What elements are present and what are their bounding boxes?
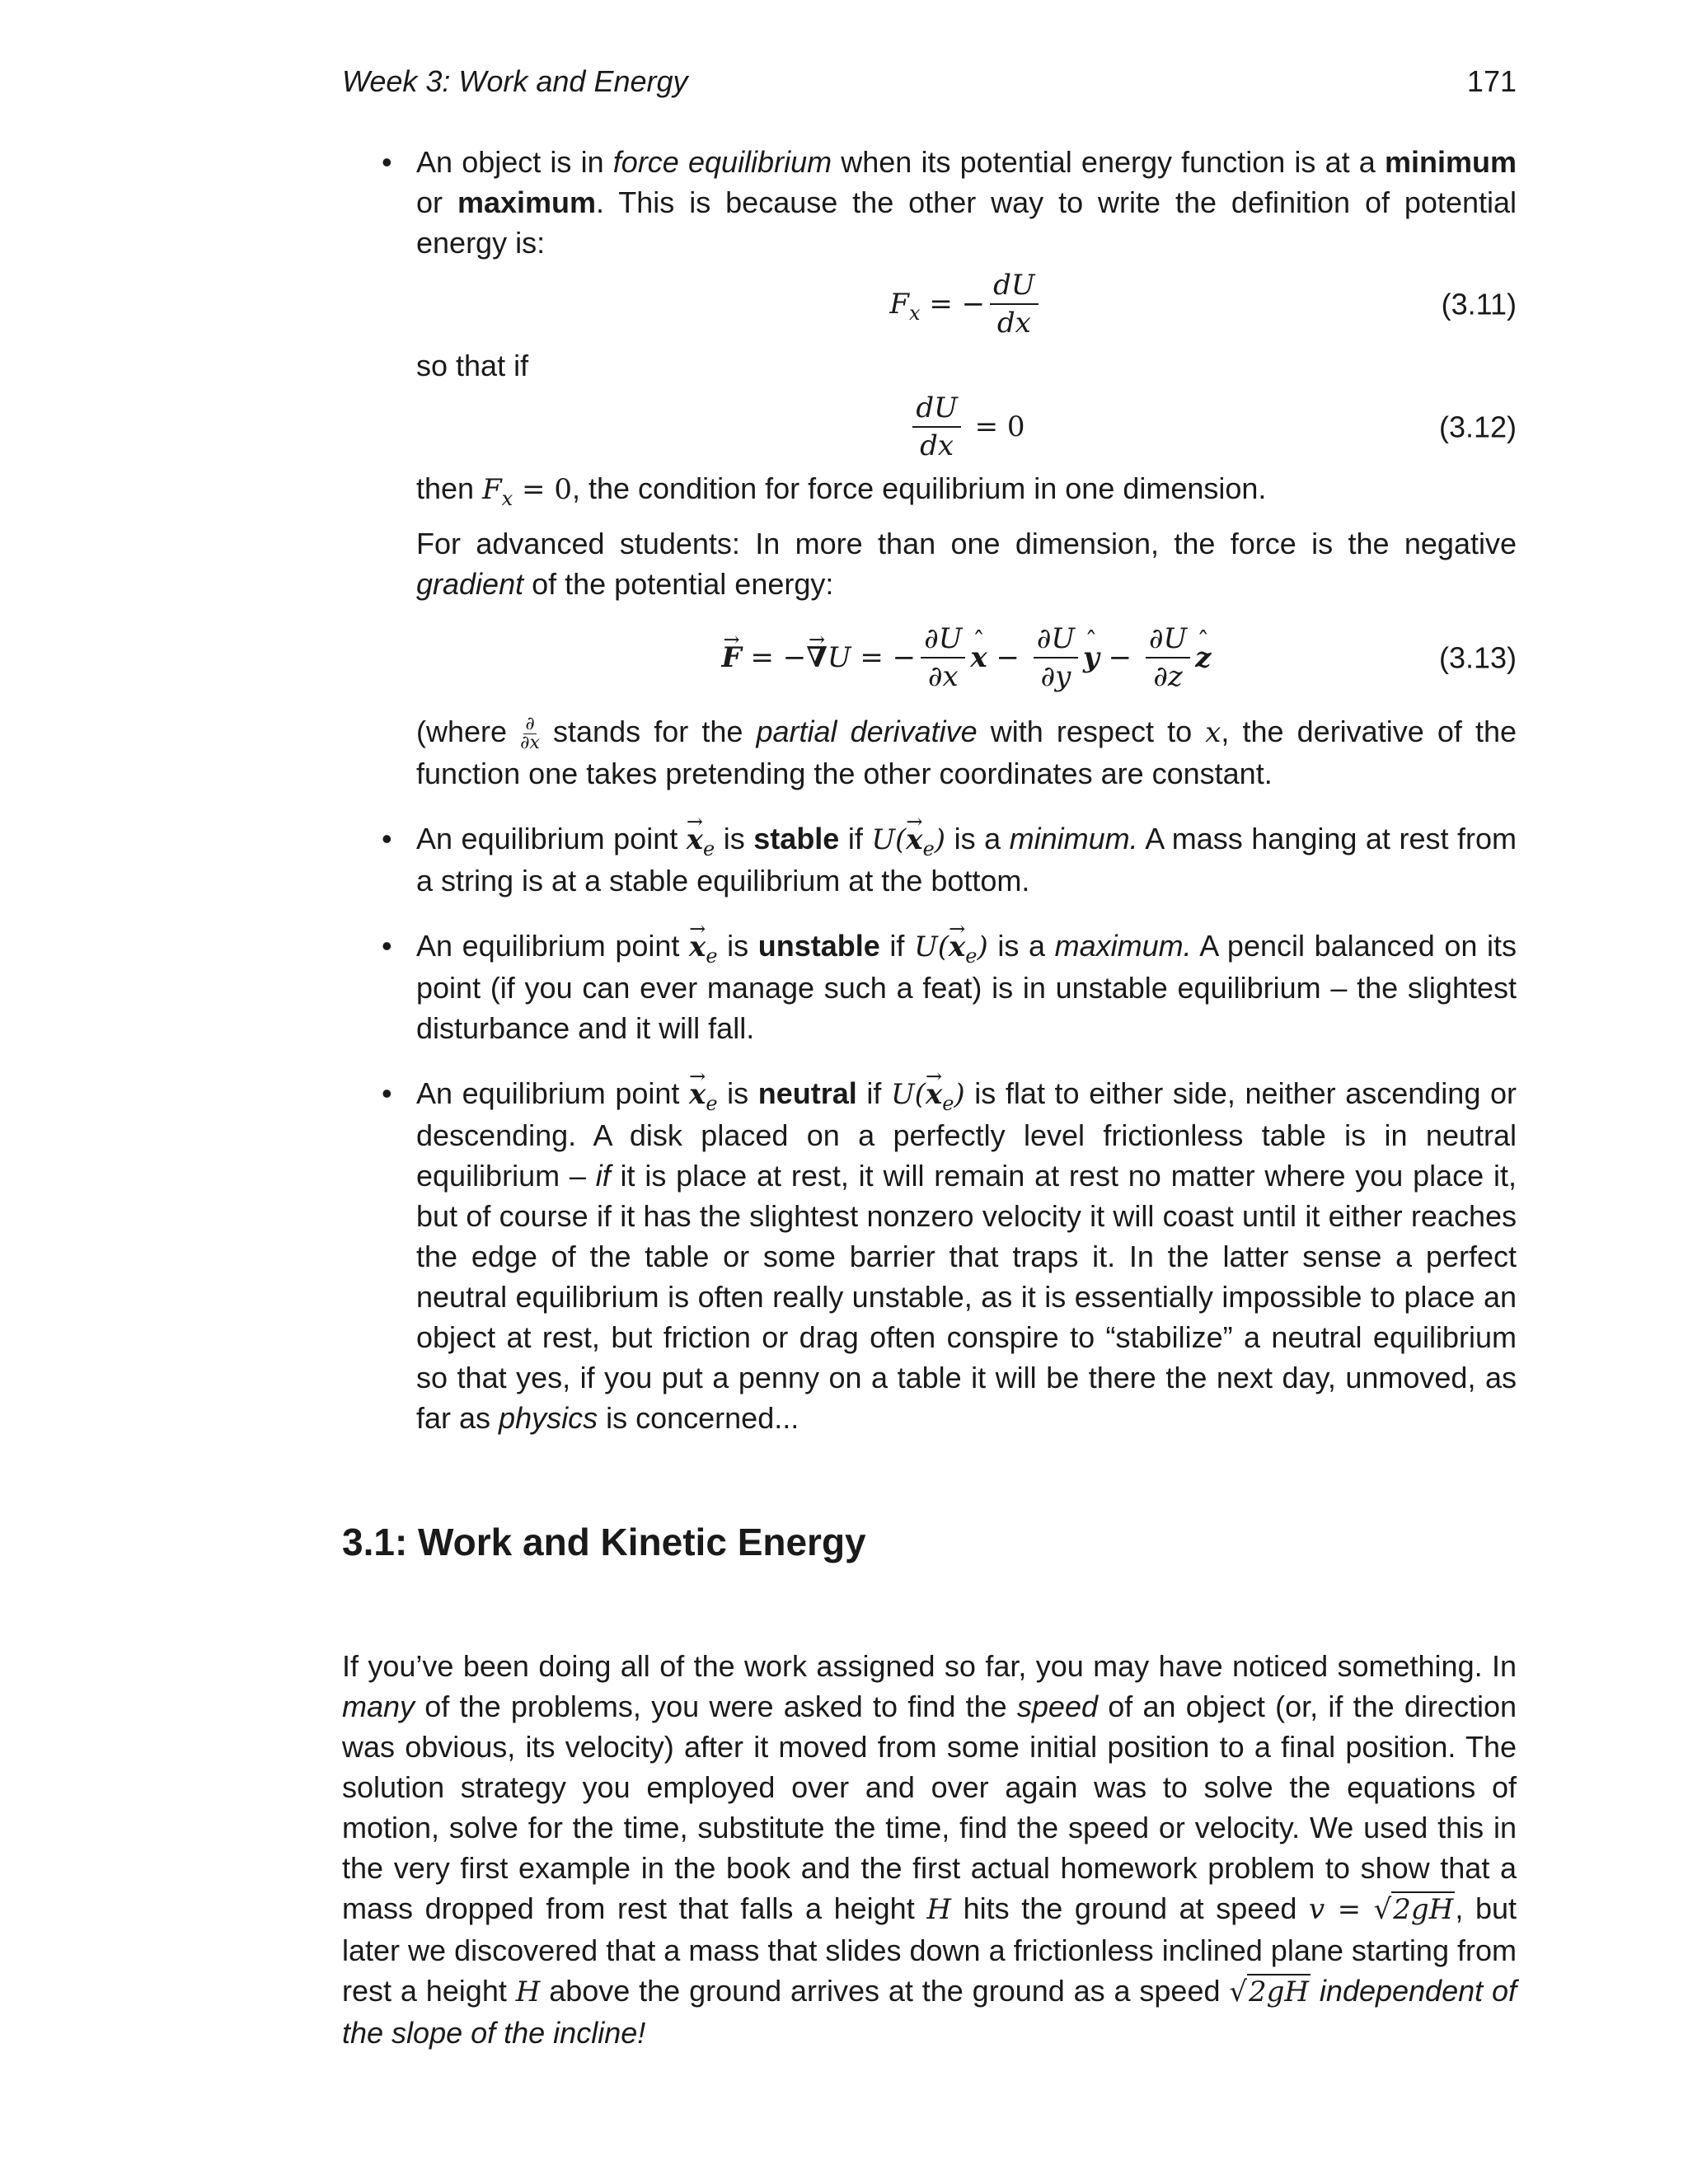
equation-number: (3.12): [1438, 410, 1517, 444]
page-body: [342, 142, 1517, 2053]
paragraph: For advanced students: In more than one dimension, the force is the negative gradient of the potential energy:: [416, 527, 1517, 601]
bullet-list: [342, 142, 1517, 1438]
page-number: 171: [1466, 64, 1517, 98]
section-heading: 3.1: Work and Kinetic Energy: [342, 1521, 866, 1563]
paragraph: • An equilibrium point $x \to_e$ is neutral if $U(x \to_e)$ is flat to either side, neither ascending or descending. A disk placed on a perfectly level frictionless table is in neutral equilibrium – if it is place at rest, it will remain at rest no matter where you place it, but of course if it has the slightest nonzero velocity it will coast until it either reaches the edge of the table or some barrier that traps it. In the latter sense a perfect neutral equilibrium is often really unstable, as it is essentially impossible to place an object at rest, but friction or drag often conspire to “stabilize” a neutral equilibrium so that yes, if you put a penny on a table it will be there the next day, unmoved, as far as physics is concerned...: [416, 1073, 1517, 1438]
bullet-stable: [342, 818, 1517, 901]
equation-3-12: $\frac{dU}{dx}$ = 0 (3.12): [416, 386, 1517, 468]
equation-3-13: F → = − ∇ → U = − $\frac{\partial U}{\partial x}$ x ˆ − $\frac{\partial U}{\partial y}$ y ˆ − $\frac{\partial U}{\partial z}$ z ˆ (3.13): [416, 604, 1517, 711]
equation-3-11: $F_x$ = − $\frac{dU}{dx}$ (3.11): [889, 269, 1517, 340]
bullet-neutral: [342, 1073, 1517, 1438]
bullet-force-equilibrium: [342, 142, 1517, 794]
equation-number: (3.13): [1438, 640, 1517, 675]
paragraph: (where ∂ ∂x stands for the partial derivative with respect to x, the derivative of the function one takes pretending the other coordinates are constant.: [416, 713, 1517, 790]
running-title: Week 3: Work and Energy: [342, 64, 688, 98]
paragraph: so that if: [416, 349, 529, 382]
running-header: [342, 64, 1517, 101]
paragraph: If you’ve been doing all of the work assigned so far, you may have noticed something. In many of the problems, you were asked to find the speed of an object (or, if the direction was obvious, its velocity) after it moved from some initial position to a final position. The solution strategy you employed over and over again was to solve the equations of motion, solve for the time, substitute the time, find the speed or velocity. We used this in the very first example in the book and the first actual homework problem to show that a mass dropped from rest that falls a height H hits the ground at speed v = √2gH, but later we discovered that a mass that slides down a frictionless inclined plane starting from rest a height H above the ground arrives at the ground as a speed √2gH independent of the slope of the incline!: [342, 1649, 1517, 2050]
paragraph: then $F_x = 0$, the condition for force equilibrium in one dimension.: [416, 471, 1267, 510]
paragraph: • An equilibrium point $x \to_e$ is stable if $U(x \to_e)$ is a minimum. A mass hanging at rest from a string is at a stable equilibrium at the bottom.: [416, 818, 1517, 901]
paragraph: • An object is in force equilibrium when its potential energy function is at a minimum or maximum. This is because the other way to write the definition of potential energy is:: [416, 145, 1517, 260]
equation-number: (3.11): [1441, 287, 1517, 321]
paragraph: • An equilibrium point $x \to_e$ is unstable if $U(x \to_e)$ is a maximum. A pencil balanced on its point (if you can ever manage such a feat) is in unstable equilibrium – the slightest disturbance and it will fall.: [416, 926, 1517, 1048]
bullet-unstable: [342, 926, 1517, 1048]
